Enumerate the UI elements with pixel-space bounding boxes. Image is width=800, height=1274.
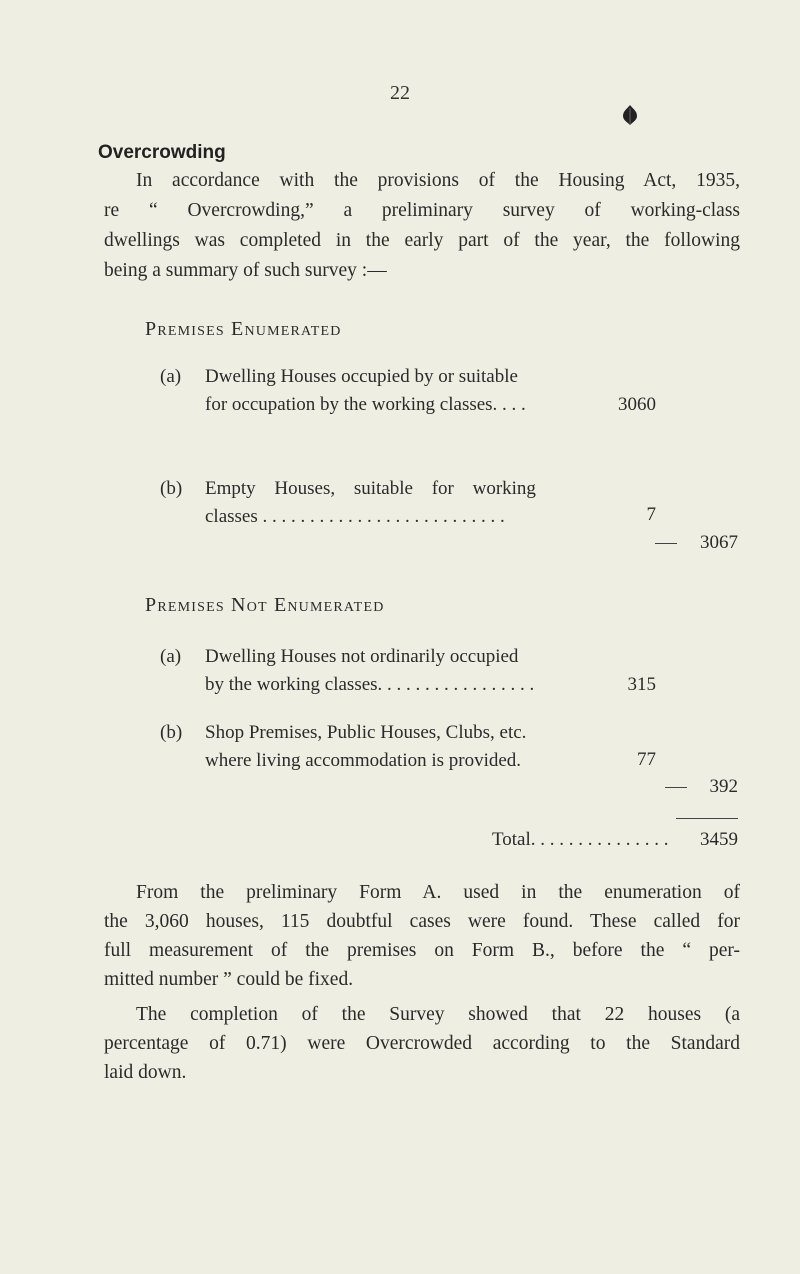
not-enumerated-item-a-label: (a) [160, 646, 182, 667]
paragraph-preliminary-form [104, 878, 740, 994]
intro-line: re “ Overcrowding,” a preliminary survey of working-class [104, 200, 740, 221]
not-enumerated-item-a-line2: by the working classes. . . . . . . . . . . . . . . . . [205, 674, 535, 695]
paragraph-line: percentage of 0.71) were Overcrowded according to the Standard [104, 1033, 740, 1054]
printer-ornament-icon [620, 104, 640, 126]
enumerated-subtotal: 3067 [700, 532, 738, 553]
enumerated-item-b-line1: Empty Houses, suitable for working [205, 478, 536, 499]
not-enumerated-item-a-line1: Dwelling Houses not ordinarily occupied [205, 646, 519, 667]
paragraph-survey-completion [104, 1000, 740, 1087]
paragraph-line: full measurement of the premises on Form B., before the “ per- [104, 940, 740, 961]
not-enumerated-item-a-text [205, 643, 655, 699]
not-enumerated-item-b-value: 77 [637, 749, 656, 770]
enumerated-item-a-label: (a) [160, 366, 182, 387]
intro-paragraph [104, 166, 740, 286]
enumerated-item-a-value: 3060 [618, 394, 656, 415]
enumerated-item-b-text [205, 475, 655, 531]
intro-line: dwellings was completed in the early part of the year, the following [104, 230, 740, 251]
intro-line: In accordance with the provisions of the Housing Act, 1935, [136, 170, 740, 191]
enumerated-item-a-line1: Dwelling Houses occupied by or suitable [205, 366, 518, 387]
not-enumerated-item-a-value: 315 [627, 674, 656, 695]
not-enumerated-title: Premises Not Enumerated [145, 594, 385, 616]
enumerated-item-b-label: (b) [160, 478, 183, 499]
not-enumerated-item-b-line1: Shop Premises, Public Houses, Clubs, etc. [205, 722, 527, 743]
section-heading: Overcrowding [98, 142, 226, 163]
total-rule [676, 818, 738, 819]
enumerated-item-b-value: 7 [646, 504, 656, 525]
page-number: 22 [390, 82, 410, 104]
enumerated-item-b-line2: classes . . . . . . . . . . . . . . . . . . . . . . . . . . [205, 506, 505, 527]
paragraph-line: From the preliminary Form A. used in the enumeration of [136, 882, 740, 903]
paragraph-line: mitted number ” could be fixed. [104, 969, 354, 990]
not-enumerated-subtotal: 392 [709, 776, 738, 797]
paragraph-line: the 3,060 houses, 115 doubtful cases were found. These called for [104, 911, 740, 932]
not-enumerated-item-b-text [205, 719, 655, 775]
enumerated-item-a-line2: for occupation by the working classes. . . . [205, 394, 526, 415]
intro-line: being a summary of such survey :— [104, 260, 387, 281]
not-enumerated-item-b-label: (b) [160, 722, 183, 743]
paragraph-line: laid down. [104, 1062, 187, 1083]
not-enumerated-item-b-line2: where living accommodation is provided. [205, 750, 522, 771]
paragraph-line: The completion of the Survey showed that 22 houses (a [136, 1004, 740, 1025]
enumerated-title: Premises Enumerated [145, 318, 342, 340]
total-label: Total. . . . . . . . . . . . . . . [492, 829, 669, 850]
total-value: 3459 [700, 829, 738, 850]
